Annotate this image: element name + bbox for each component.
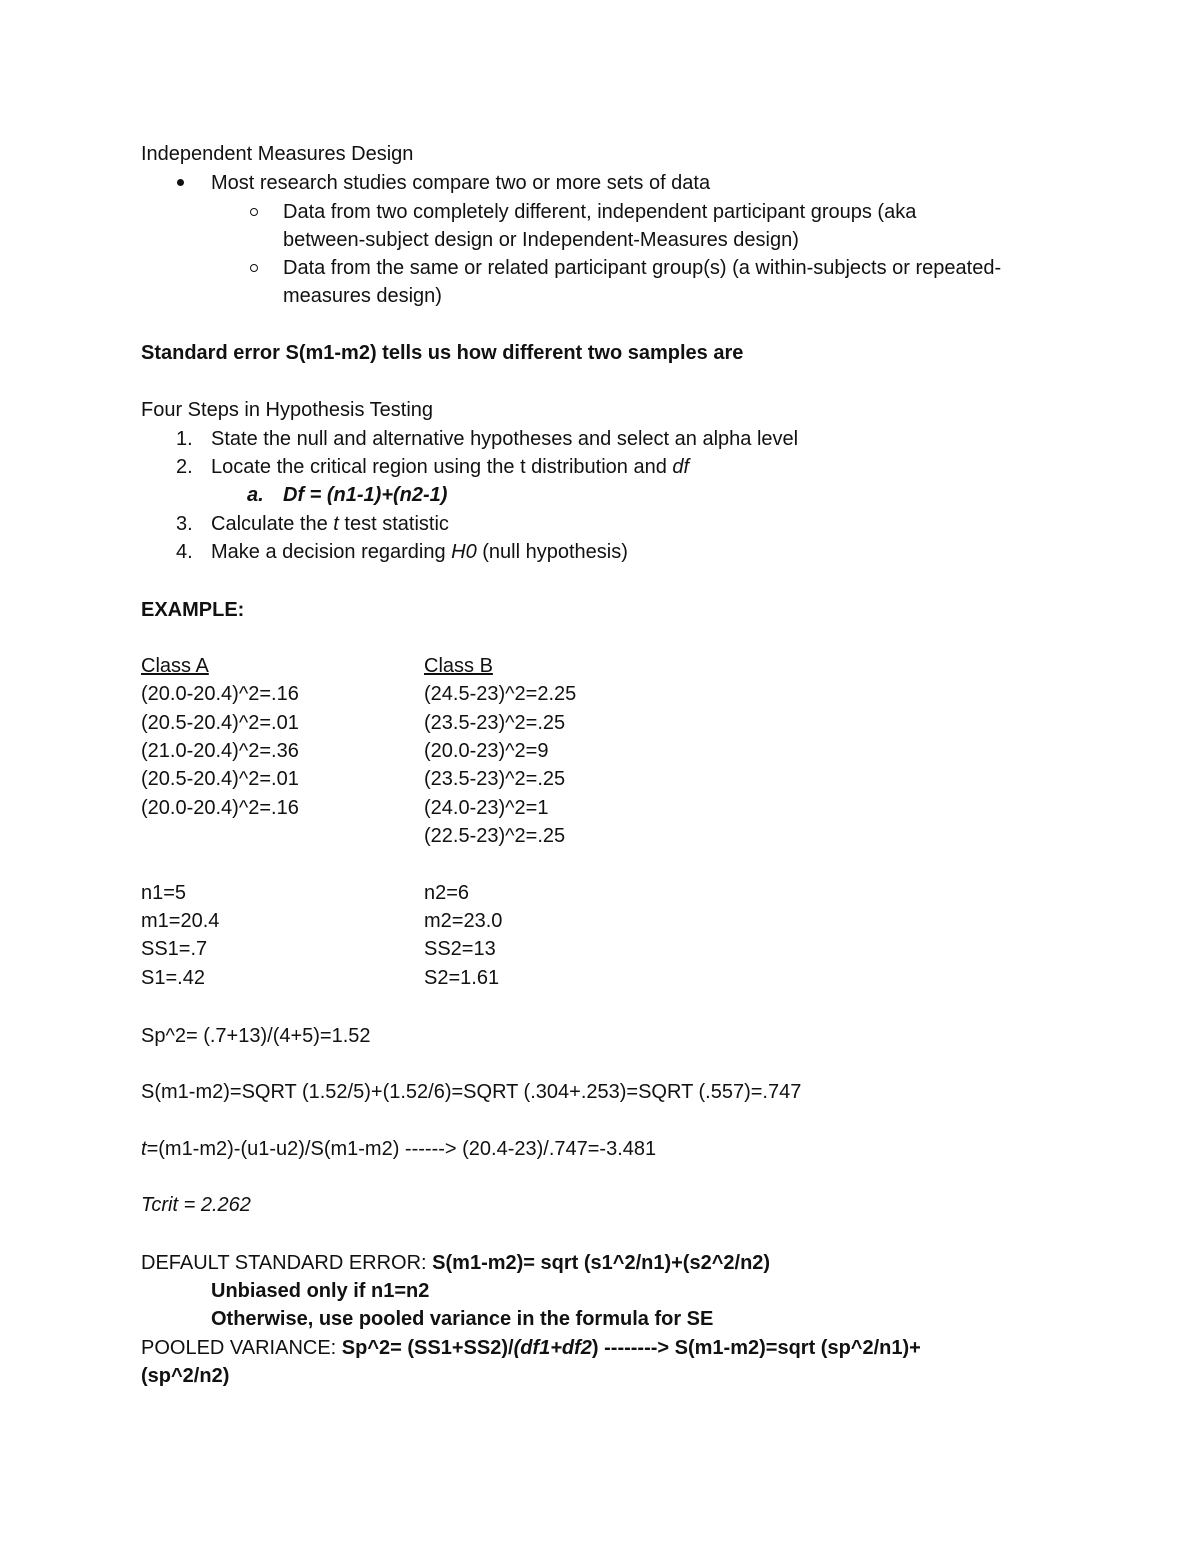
t-formula: =(m1-m2)-(u1-u2)/S(m1-m2) ------> (20.4-23)/.747=-3.481 (146, 1138, 657, 1160)
class-b-row: (23.5-23)^2=.25 (424, 712, 566, 734)
pooled-formula-continuation: (sp^2/n2) (141, 1365, 230, 1387)
class-a-stat: n1=5 (141, 882, 187, 904)
step-emphasis: H0 (451, 541, 477, 563)
step-text: Calculate the (211, 513, 334, 535)
step-3 (211, 510, 449, 538)
bullet-dot (177, 179, 184, 186)
class-b-row: (24.0-23)^2=1 (424, 797, 549, 819)
default-se-label: DEFAULT STANDARD ERROR: (141, 1252, 433, 1274)
class-b-stat: n2=6 (424, 882, 470, 904)
pooled-variance-label: POOLED VARIANCE: (141, 1337, 342, 1359)
step-4 (211, 538, 628, 566)
step-emphasis: df (672, 456, 690, 478)
class-b-row: (20.0-23)^2=9 (424, 740, 549, 762)
class-a-row: (20.5-20.4)^2=.01 (141, 712, 299, 734)
t-critical-value: Tcrit = 2.262 (141, 1194, 251, 1216)
class-b-stat: S2=1.61 (424, 967, 500, 989)
step-number: 3. (176, 513, 193, 535)
class-a-row: (20.0-20.4)^2=.16 (141, 797, 299, 819)
bullet-sub1-line2: between-subject design or Independent-Measures design) (283, 229, 799, 251)
class-b-row: (24.5-23)^2=2.25 (424, 683, 577, 705)
class-a-stat: S1=.42 (141, 967, 205, 989)
step-2 (211, 453, 689, 481)
bullet-ring (250, 264, 258, 272)
step-number: 2. (176, 456, 193, 478)
page-heading: Independent Measures Design (141, 143, 414, 165)
step-number: 4. (176, 541, 193, 563)
class-b-stat: m2=23.0 (424, 910, 503, 932)
bullet-sub2-line1: Data from the same or related participant group(s) (a within-subjects or repeated- (283, 257, 1002, 279)
step-text: Make a decision regarding (211, 541, 452, 563)
bullet-main: Most research studies compare two or more sets of data (211, 172, 711, 194)
example-label: EXAMPLE: (141, 599, 245, 621)
step-number: 1. (176, 428, 193, 450)
bullet-ring (250, 208, 258, 216)
class-b-title: Class B (424, 655, 493, 677)
t-statistic-calc (141, 1135, 656, 1163)
default-se-expression: S(m1-m2)= sqrt (s1^2/n1)+(s2^2/n2) (432, 1252, 771, 1274)
bullet-sub2-line2: measures design) (283, 285, 442, 307)
t-symbol: t (141, 1138, 147, 1160)
step-text: test statistic (338, 513, 449, 535)
pooled-note: Otherwise, use pooled variance in the formula for SE (211, 1308, 714, 1330)
class-a-row: (20.0-20.4)^2=.16 (141, 683, 299, 705)
bullet-sub1-line1: Data from two completely different, independent participant groups (aka (283, 201, 917, 223)
step-text: State the null and alternative hypotheses and select an alpha level (211, 428, 799, 450)
unbiased-note: Unbiased only if n1=n2 (211, 1280, 430, 1302)
pooled-formula-part: Sp^2= (SS1+SS2)/ (341, 1337, 514, 1359)
standard-error-calc: S(m1-m2)=SQRT (1.52/5)+(1.52/6)=SQRT (.304+.253)=SQRT (.557)=.747 (141, 1081, 802, 1103)
pooled-formula-part: ) --------> S(m1-m2)=sqrt (sp^2/n1)+ (591, 1337, 921, 1359)
step-text: (null hypothesis) (476, 541, 628, 563)
class-b-row: (22.5-23)^2=.25 (424, 825, 566, 847)
default-se-formula (141, 1249, 770, 1277)
substep-letter: a. (247, 484, 264, 506)
class-a-row: (20.5-20.4)^2=.01 (141, 768, 299, 790)
pooled-variance-calc: Sp^2= (.7+13)/(4+5)=1.52 (141, 1025, 371, 1047)
class-a-title: Class A (141, 655, 209, 677)
step-text: Locate the critical region using the t distribution and (211, 456, 673, 478)
class-a-stat: m1=20.4 (141, 910, 220, 932)
step-emphasis: t (333, 513, 339, 535)
pooled-variance-formula (141, 1334, 921, 1362)
pooled-formula-df: (df1+df2 (513, 1337, 592, 1359)
class-a-row: (21.0-20.4)^2=.36 (141, 740, 299, 762)
class-b-stat: SS2=13 (424, 938, 496, 960)
class-b-row: (23.5-23)^2=.25 (424, 768, 566, 790)
substep-df-formula: Df = (n1-1)+(n2-1) (283, 484, 448, 506)
class-a-stat: SS1=.7 (141, 938, 208, 960)
standard-error-note: Standard error S(m1-m2) tells us how different two samples are (141, 342, 744, 364)
step-1 (211, 425, 798, 453)
steps-title: Four Steps in Hypothesis Testing (141, 399, 434, 421)
